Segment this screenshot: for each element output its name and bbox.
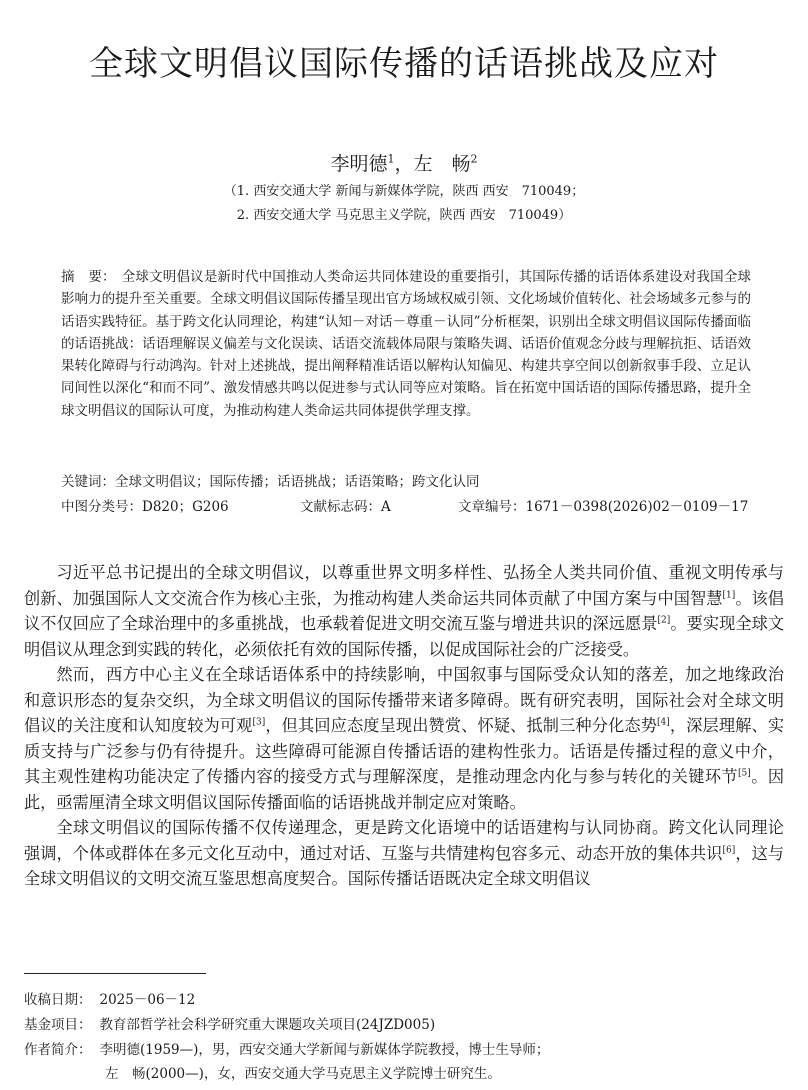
affiliation-2: 2. 西安交通大学 马克思主义学院，陕西 西安 710049） [236, 208, 572, 223]
citation-5: [5] [738, 768, 751, 779]
paragraph-3 [24, 815, 784, 892]
abstract-text: 全球文明倡议是新时代中国推动人类命运共同体建设的重要指引，其国际传播的话语体系建设对我国全球影响力的提升至关重要。全球文明倡议国际传播呈现出官方场域权威引领、文化场域价值转化、社会场域多元参与的话语实践特征。基于跨文化认同理论，构建“认知－对话－尊重－认同”分析框架，识别出全球文明倡议国际传播面临的话语挑战：话语理解误义偏差与文化误读、话语交流载体局限与策略失调、话语价值观念分歧与理解抗拒、话语效果转化障碍与行动鸿沟。针对上述挑战，提出阐释精准话语以解构认知偏见、构建共享空间以创新叙事手段、立足认同间性以深化“和而不同”、激发情感共鸣以促进参与式认同等应对策略。旨在拓宽中国话语的国际传播思路，提升全球文明倡议的国际认可度，为推动构建人类命运共同体提供学理支撑。 [61, 269, 752, 419]
paragraph-1-text-b: 。该倡议不仅回应了全球治理中的多重挑战，也承载着促进文明交流互鉴与增进共识的深远愿景 [24, 588, 784, 633]
paragraph-2-text-c: ，深层理解、实质支持与广泛参与仍有待提升。这些障碍可能源自传播话语的建构性张力。话语是传播过程的意义中介，其主观性建构功能决定了传播内容的接受方式与理解深度，是推动理念内化与参与转化的关键环节 [24, 716, 785, 786]
clc-number [61, 497, 229, 517]
affiliation-1: （1. 西安交通大学 新闻与新媒体学院，陕西 西安 710049； [223, 184, 585, 199]
body-text [24, 560, 784, 892]
paragraph-1-text-c: 。要实现全球文明倡议从理念到实践的转化，必须依托有效的国际传播，以促成国际社会的广泛接受。 [24, 614, 785, 659]
citation-2: [2] [657, 615, 671, 626]
article-number-value: 1671－0398(2026)02－0109－17 [525, 499, 749, 515]
doc-code-value: A [381, 499, 391, 515]
author-1: 李明德 [330, 153, 388, 175]
article-title: 全球文明倡议国际传播的话语挑战及应对 [89, 44, 719, 84]
keywords-text: 全球文明倡议；国际传播；话语挑战；话语策略；跨文化认同 [115, 474, 480, 490]
paragraph-3-text-b: ，这与全球文明倡议的文明交流互鉴思想高度契合。国际传播话语既决定全球文明倡议 [24, 843, 784, 888]
author-bio-2: 左 畅(2000—)，女，西安交通大学马克思主义学院博士研究生。 [105, 1066, 501, 1082]
author-separator: ， [394, 153, 414, 175]
citation-4: [4] [657, 717, 670, 728]
footnote-divider [24, 973, 206, 974]
keywords-label: 关键词： [61, 474, 115, 490]
abstract [61, 266, 751, 422]
keywords [61, 472, 480, 492]
author-2-affiliation-mark: 2 [470, 152, 478, 166]
clc-value: D820；G206 [142, 499, 229, 515]
fund-value: 教育部哲学社会科学研究重大课题攻关项目(24JZD005) [99, 1017, 436, 1033]
abstract-label: 摘 要： [61, 269, 116, 285]
received-label: 收稿日期： [24, 992, 92, 1008]
author-bio-1 [24, 1040, 549, 1060]
author-1-affiliation-mark: 1 [387, 152, 395, 166]
paragraph-3-text-a: 全球文明倡议的国际传播不仅传递理念，更是跨文化语境中的话语建构与认同协商。跨文化认同理论强调，个体或群体在多元文化互动中，通过对话、互鉴与共情建构包容多元、动态开放的集体共识 [24, 818, 784, 863]
bio-value-1: 李明德(1959—)，男，西安交通大学新闻与新媒体学院教授，博士生导师； [99, 1042, 550, 1058]
article-number-label: 文章编号： [458, 499, 526, 515]
paragraph-2-text-d: 。因此，亟需厘清全球文明倡议国际传播面临的话语挑战并制定应对策略。 [24, 767, 785, 812]
citation-1: [1] [722, 590, 736, 601]
citation-6: [6] [722, 845, 736, 856]
fund-project [24, 1015, 435, 1035]
clc-label: 中图分类号： [61, 499, 142, 515]
fund-label: 基金项目： [24, 1017, 92, 1033]
received-date [24, 990, 195, 1010]
author-line [0, 150, 808, 178]
bio-label: 作者简介： [24, 1042, 92, 1058]
doc-code-label: 文献标志码： [300, 499, 381, 515]
paragraph-2-text-a: 然而，西方中心主义在全球话语体系中的持续影响，中国叙事与国际受众认知的落差，加之地缘政治和意识形态的复杂交织，为全球文明倡议的国际传播带来诸多障碍。既有研究表明，国际社会对全球文明倡议的关注度和认知度较为可观 [24, 665, 784, 735]
paragraph-1 [24, 560, 784, 662]
article-number [458, 497, 748, 517]
document-code [300, 497, 391, 517]
paragraph-1-text-a: 习近平总书记提出的全球文明倡议，以尊重世界文明多样性、弘扬全人类共同价值、重视文明传承与创新、加强国际人文交流合作为核心主张，为推动构建人类命运共同体贡献了中国方案与中国智慧 [24, 563, 784, 608]
paragraph-2 [24, 662, 784, 815]
received-value: 2025－06－12 [99, 992, 196, 1008]
author-2: 左 畅 [413, 153, 471, 175]
citation-3: [3] [252, 717, 266, 728]
paragraph-2-text-b: ，但其回应态度呈现出赞赏、怀疑、抵制三种分化态势 [265, 716, 658, 735]
